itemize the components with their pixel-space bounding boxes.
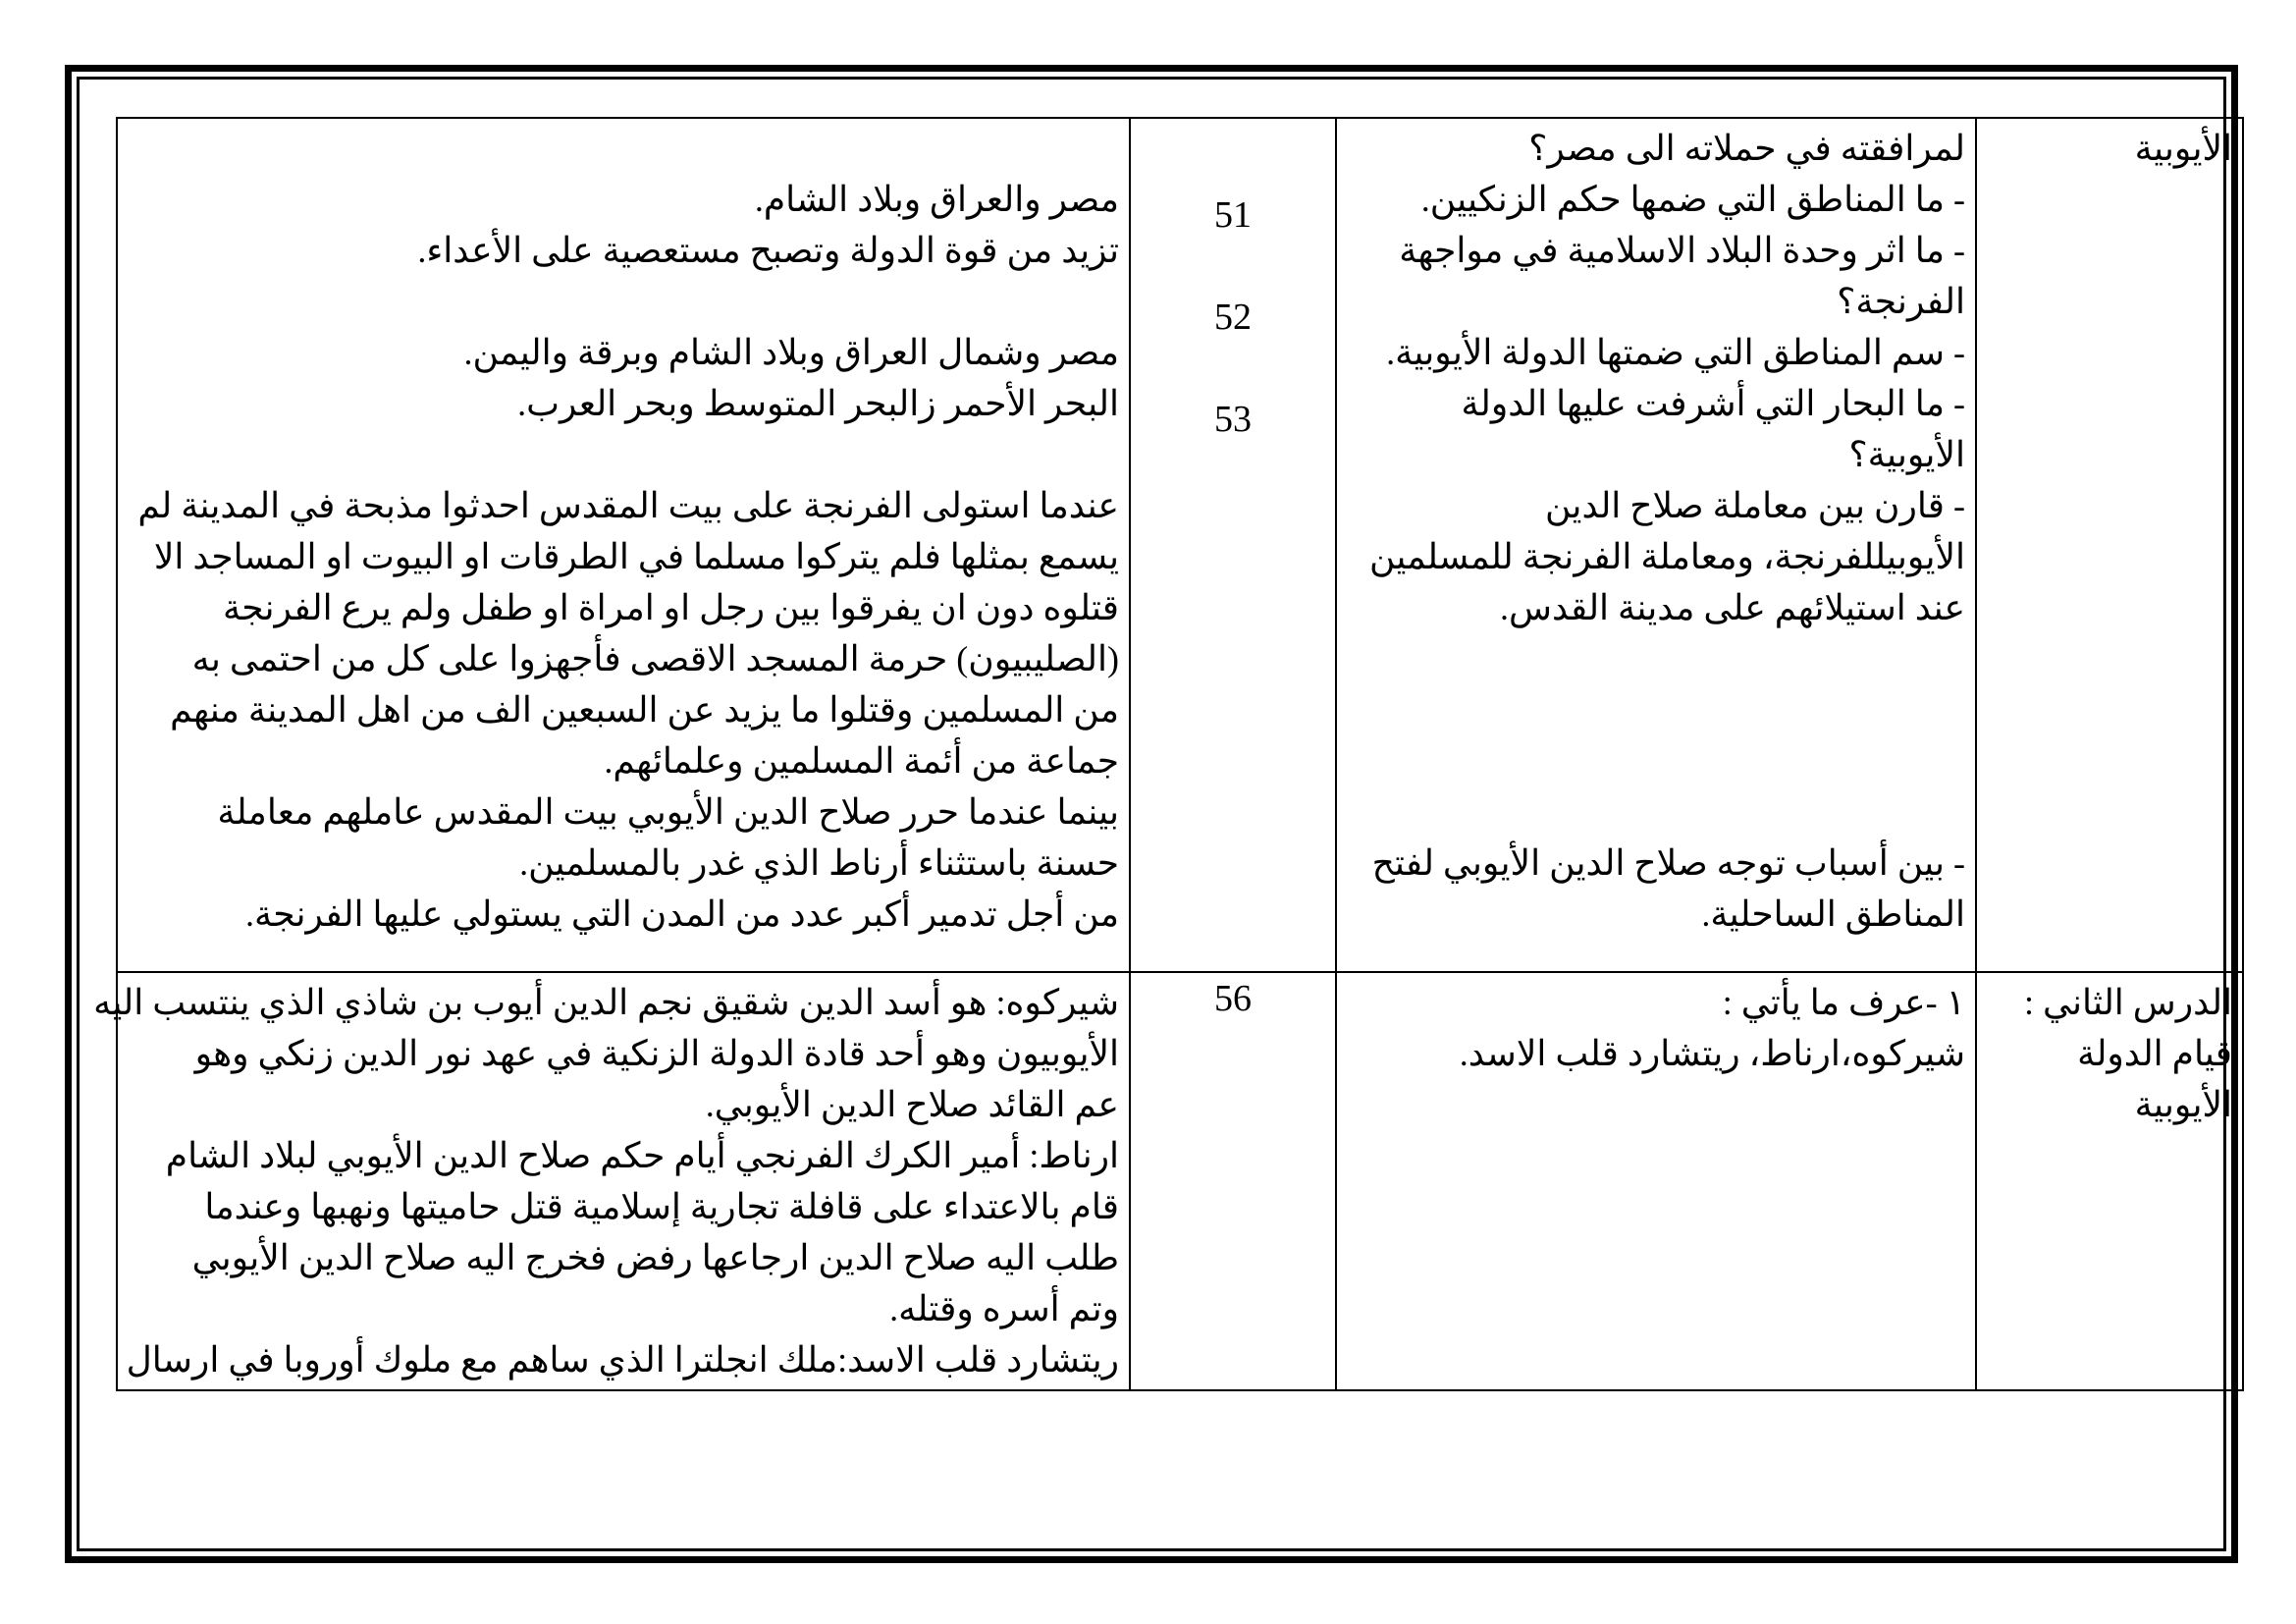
answer-line: البحر الأحمر زالبحر المتوسط وبحر العرب. [517,384,1119,423]
question-line: ١ -عرف ما يأتي : [1722,983,1965,1022]
answer-line: مصر والعراق وبلاد الشام. [754,180,1119,219]
answer-line: من المسلمين وقتلوا ما يزيد عن السبعين الف من اهل المدينة منهم [170,690,1119,730]
answer-line: قتلوه دون ان يفرقوا بين رجل او امراة او طفل ولم يرع الفرنجة [222,588,1119,627]
answers-cell [117,118,1130,972]
answer-line: بينما عندما حرر صلاح الدين الأيوبي بيت المقدس عاملهم معاملة [217,792,1119,832]
question-line: - بين أسباب توجه صلاح الدين الأيوبي لفتح [1371,843,1965,883]
page-number: 51 [1214,194,1252,236]
answer-line: جماعة من أئمة المسلمين وعلمائهم. [604,741,1119,781]
answer-line: حسنة باستثناء أرناط الذي غدر بالمسلمين. [519,843,1119,883]
page-number-cell [1130,972,1336,1390]
question-line: عند استيلائهم على مدينة القدس. [1500,588,1965,627]
answer-line: يسمع بمثلها فلم يتركوا مسلما في الطرقات او البيوت او المساجد الا [153,537,1119,576]
question-line: شيركوه،ارناط، ريتشارد قلب الاسد. [1459,1034,1965,1073]
question-line: - ما المناطق التي ضمها حكم الزنكيين. [1420,180,1965,219]
page-number: 52 [1214,297,1252,338]
answer-line: ارناط: أمير الكرك الفرنجي أيام حكم صلاح الدين الأيوبي لبلاد الشام [165,1136,1119,1175]
table-row [117,972,2243,1390]
answer-line: تزيد من قوة الدولة وتصبح مستعصية على الأعداء. [417,231,1119,270]
question-line: - ما اثر وحدة البلاد الاسلامية في مواجهة [1399,231,1965,270]
question-line: - ما البحار التي أشرفت عليها الدولة [1461,384,1965,423]
answer-line: وتم أسره وقتله. [889,1289,1119,1328]
lesson-table [93,117,2244,1391]
answer-line: من أجل تدمير أكبر عدد من المدن التي يستولي عليها الفرنجة. [244,894,1119,934]
answer-line: الأيوبيون وهو أحد قادة الدولة الزنكية في عهد نور الدين زنكي وهو [194,1034,1119,1073]
lesson-cell [1976,972,2243,1390]
question-line: الأيوبيللفرنجة، ومعاملة الفرنجة للمسلمين [1368,537,1965,576]
page-number: 56 [1214,978,1252,1019]
questions-cell [1336,118,1976,972]
answer-line: عندما استولى الفرنجة على بيت المقدس احدثوا مذبحة في المدينة لم [137,486,1119,525]
question-line: الفرنجة؟ [1837,282,1965,321]
answer-line: عم القائد صلاح الدين الأيوبي. [705,1085,1119,1124]
lesson-cell [1976,118,2243,972]
answer-line: ريتشارد قلب الاسد:ملك انجلترا الذي ساهم مع ملوك أوروبا في ارسال [126,1340,1119,1380]
question-line: - سم المناطق التي ضمتها الدولة الأيوبية. [1386,333,1965,372]
answer-line: شيركوه: هو أسد الدين شقيق نجم الدين أيوب بن شاذي الذي ينتسب اليه [93,983,1119,1022]
answer-line: (الصليبيون) حرمة المسجد الاقصى فأجهزوا على كل من احتمى به [191,639,1119,678]
question-line: المناطق الساحلية. [1701,894,1965,934]
page-number-cell [1130,118,1336,972]
question-line: - قارن بين معاملة صلاح الدين [1545,486,1965,525]
question-line: الأيوبية؟ [1848,435,1965,474]
lesson-title-line: الدرس الثاني : [2023,983,2232,1022]
lesson-title-line: قيام الدولة [2077,1034,2232,1073]
answer-line: طلب اليه صلاح الدين ارجاعها رفض فخرج اليه صلاح الدين الأيوبي [191,1238,1119,1277]
question-line: لمرافقته في حملاته الى مصر؟ [1528,129,1965,168]
answer-line: مصر وشمال العراق وبلاد الشام وبرقة واليمن. [463,333,1119,372]
answers-cell [93,972,1130,1390]
answer-line: قام بالاعتداء على قافلة تجارية إسلامية قتل حاميتها ونهبها وعندما [204,1187,1119,1226]
lesson-title-line: الأيوبية [2134,1085,2232,1124]
page-number: 53 [1214,399,1252,440]
questions-cell [1336,972,1976,1390]
lesson-title-line: الأيوبية [2134,129,2232,168]
table-row [117,118,2243,972]
